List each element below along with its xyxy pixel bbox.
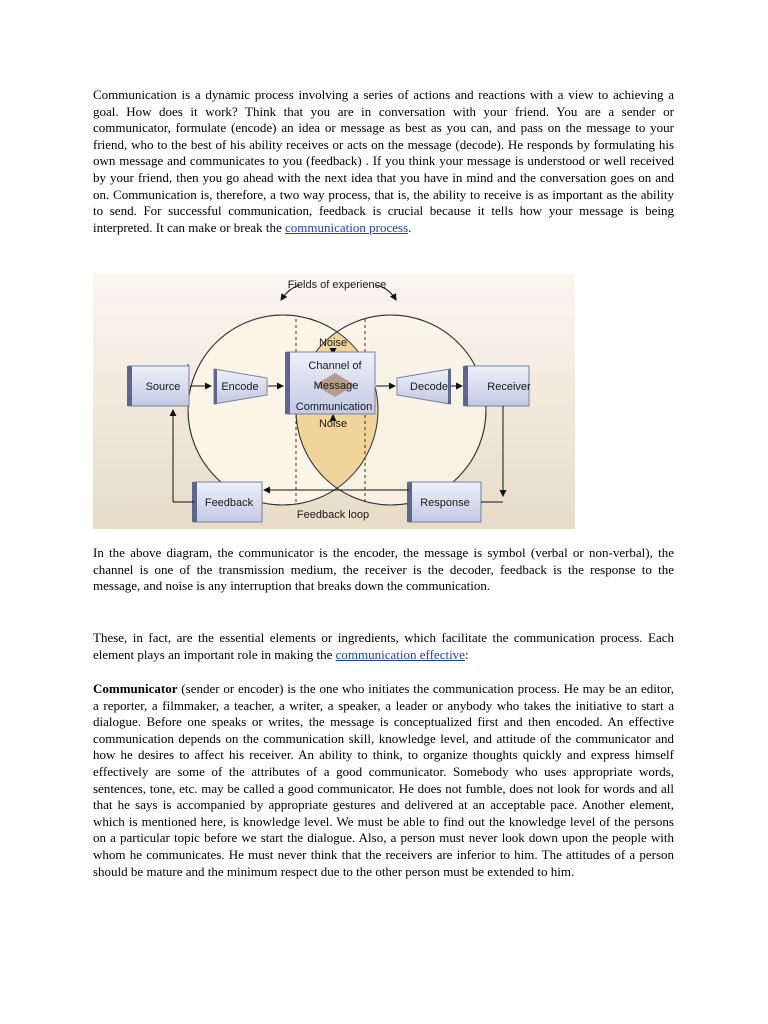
diagram-explanation-paragraph: In the above diagram, the communicator is the encoder, the message is symbol (verbal or non-verbal), the channel is one of the transmission medium, the receiver is the decoder, feedback is the response to the message, and noise is any interruption that breaks down the communication.: [93, 545, 674, 594]
feedback-label: Feedback: [204, 497, 254, 509]
communication-process-link[interactable]: communication process: [285, 219, 409, 235]
elements-paragraph: These, in fact, are the essential elements or ingredients, which facilitate the communication process. Each element plays an important role in making the communication effective:: [93, 630, 674, 662]
noise-bottom-label: Noise: [318, 418, 348, 430]
source-label: Source: [145, 381, 181, 393]
encode-label: Encode: [221, 381, 259, 393]
communicator-paragraph: Communicator (sender or encoder) is the one who initiates the communication process. He may be an editor, a reporter, a filmmaker, a teacher, a writer, a speaker, a leader or anybody who takes the initiative to start a dialogue. Before one speaks or writes, the message is conceptualized first and then encoded. An effective communication depends on the communication skill, knowledge level, and attitude of the communicator and how he desires to affect his receiver. An ability to think, to organize thoughts quickly and express himself effectively are some of the attributes of a good communicator. Somebody who uses appropriate words, sentences, tone, etc. may be called a good communicator. He does not fumble, does not look for words and all that he says is accompanied by appropriate gestures and delivered at an acceptable pace. Another element, which is mentioned here, is knowledge level. We must be able to find out the knowledge level of the persons on a particular topic before we start the dialogue. Also, a person must never look down upon the people with whom he communicates. He must never think that the receivers are inferior to him. The attitudes of a person should be mature and the minimum respect due to the other person must be extended to him.: [93, 681, 674, 879]
decode-label: Decode: [410, 381, 448, 393]
message-label: Message: [313, 380, 359, 392]
fields-of-experience-label: Fields of experience: [287, 279, 387, 291]
communicator-term: Communicator: [93, 681, 178, 696]
communication-process-diagram: [93, 274, 575, 529]
receiver-box: [463, 366, 531, 406]
intro-paragraph: Communication is a dynamic process involving a series of actions and reactions with a view to achieving a goal. How does it work? Think that you are in conversation with your friend. You are a sender or communicator, formulate (encode) an idea or message as best as you can, and pass on the message to your friend, who to the best of his ability receives or acts on the message (decode). He responds by formulating his own message and communicates to you (feedback) . If you think your message is understood or well received by your friend, then you go ahead with the next idea that you have in mind and the conversation goes on and on. Communication is, therefore, a two way process, that is, the ability to receive is as important as the ability to send. For successful communication, feedback is crucial because it tells how your message is being interpreted. It can make or break the communication process.: [93, 87, 674, 235]
channel-box: [285, 352, 375, 414]
response-label: Response: [420, 497, 470, 509]
feedback-loop-label: Feedback loop: [296, 509, 370, 521]
source-box: [127, 366, 189, 406]
communication-effective-link[interactable]: communication effective: [335, 646, 465, 662]
noise-top-label: Noise: [318, 337, 348, 349]
channel-line1-label: Channel of: [308, 360, 362, 372]
feedback-box: [192, 482, 262, 522]
channel-line3-label: Communication: [295, 401, 373, 413]
receiver-label: Receiver: [487, 381, 531, 393]
